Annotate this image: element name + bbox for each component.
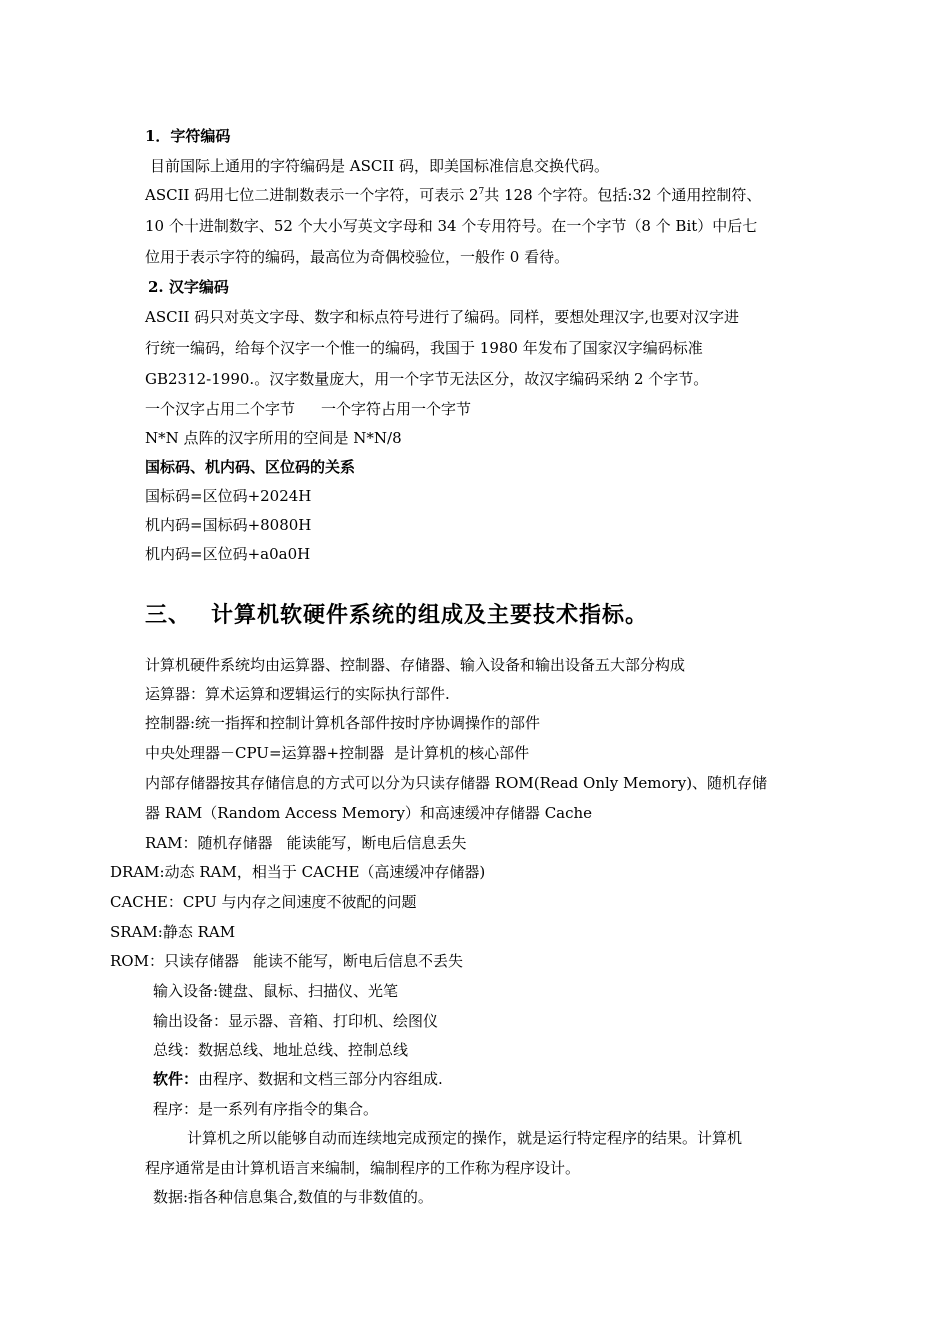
paragraph-line: 计算机之所以能够自动而连续地完成预定的操作，就是运行特定程序的结果。计算机 [187,1129,743,1147]
formula-line: 国标码=区位码+2024H [145,487,312,505]
paragraph-line: 数据:指各种信息集合,数值的与非数值的。 [153,1188,433,1206]
chapter-title: 计算机软硬件系统的组成及主要技术指标。 [211,602,649,628]
paragraph-line [145,185,761,205]
text-span: 一个汉字占用二个字节 [145,400,296,418]
paragraph-line: 输入设备:键盘、鼠标、扫描仪、光笔 [153,982,399,1000]
text-span: RAM：随机存储器 [145,834,273,852]
text-span: 由程序、数据和文档三部分内容组成. [198,1070,443,1088]
paragraph-line: CACHE：CPU 与内存之间速度不彼配的问题 [110,893,417,911]
paragraph-line: 程序通常是由计算机语言来编制，编制程序的工作称为程序设计。 [145,1159,581,1177]
section-heading-hanzi-encoding: 2. 汉字编码 [148,278,229,296]
formula-line: 机内码=国标码+8080H [145,516,312,534]
text-span: 能读不能写，断电后信息不丢失 [252,952,463,970]
chapter-number: 三、 [145,602,192,628]
paragraph-line: N*N 点阵的汉字所用的空间是 N*N/8 [145,429,402,447]
formula-line: 机内码=区位码+a0a0H [145,545,311,563]
section-heading-char-encoding: 1．字符编码 [145,127,231,145]
chapter-heading [145,600,648,630]
text-span: 能读能写，断电后信息丢失 [286,834,467,852]
paragraph-line [145,833,467,853]
text-span: 是计算机的核心部件 [394,744,530,762]
subheading-code-relations: 国标码、机内码、区位码的关系 [145,458,356,476]
paragraph-line: SRAM:静态 RAM [110,923,236,941]
paragraph-line: 行统一编码，给每个汉字一个惟一的编码，我国于 1980 年发布了国家汉字编码标准 [145,339,703,357]
paragraph-line: 器 RAM（Random Access Memory）和高速缓冲存储器 Cache [145,804,593,822]
superscript: 7 [478,187,485,197]
term-software: 软件： [153,1070,199,1088]
text-span: 共 128 个字符。包括:32 个通用控制符、 [484,186,762,204]
paragraph-line: 控制器:统一指挥和控制计算机各部件按时序协调操作的部件 [145,714,541,732]
paragraph-line: 总线：数据总线、地址总线、控制总线 [153,1041,409,1059]
paragraph-line: 内部存储器按其存储信息的方式可以分为只读存储器 ROM(Read Only Memory)、随机存储 [145,774,768,792]
paragraph-line: 位用于表示字符的编码，最高位为奇偶校验位，一般作 0 看待。 [145,248,570,266]
paragraph-line [145,399,471,419]
text-span: 一个字符占用一个字节 [321,400,472,418]
paragraph-line: 计算机硬件系统均由运算器、控制器、存储器、输入设备和输出设备五大部分构成 [145,656,686,674]
paragraph-line: 运算器：算术运算和逻辑运行的实际执行部件. [145,685,450,703]
paragraph-line: GB2312-1990.。汉字数量庞大，用一个字节无法区分，故汉字编码采纳 2 个字节。 [145,370,709,388]
paragraph-line [110,951,463,971]
paragraph-line [153,1069,443,1089]
paragraph-line: 输出设备：显示器、音箱、打印机、绘图仪 [153,1012,439,1030]
text-span: 中央处理器－CPU=运算器+控制器 [145,744,385,762]
text-span: ASCII 码用七位二进制数表示一个字符，可表示 2 [145,186,479,204]
paragraph-line: ASCII 码只对英文字母、数字和标点符号进行了编码。同样，要想处理汉字,也要对汉字进 [145,308,739,326]
text-span: ROM：只读存储器 [110,952,239,970]
paragraph-line: 程序：是一系列有序指令的集合。 [153,1100,379,1118]
paragraph-line [145,743,529,763]
paragraph-line: 目前国际上通用的字符编码是 ASCII 码，即美国标准信息交换代码。 [150,157,609,175]
paragraph-line: 10 个十进制数字、52 个大小写英文字母和 34 个专用符号。在一个字节（8 个 Bit）中后七 [145,217,758,235]
paragraph-line: DRAM:动态 RAM，相当于 CACHE（高速缓冲存储器) [110,863,486,881]
